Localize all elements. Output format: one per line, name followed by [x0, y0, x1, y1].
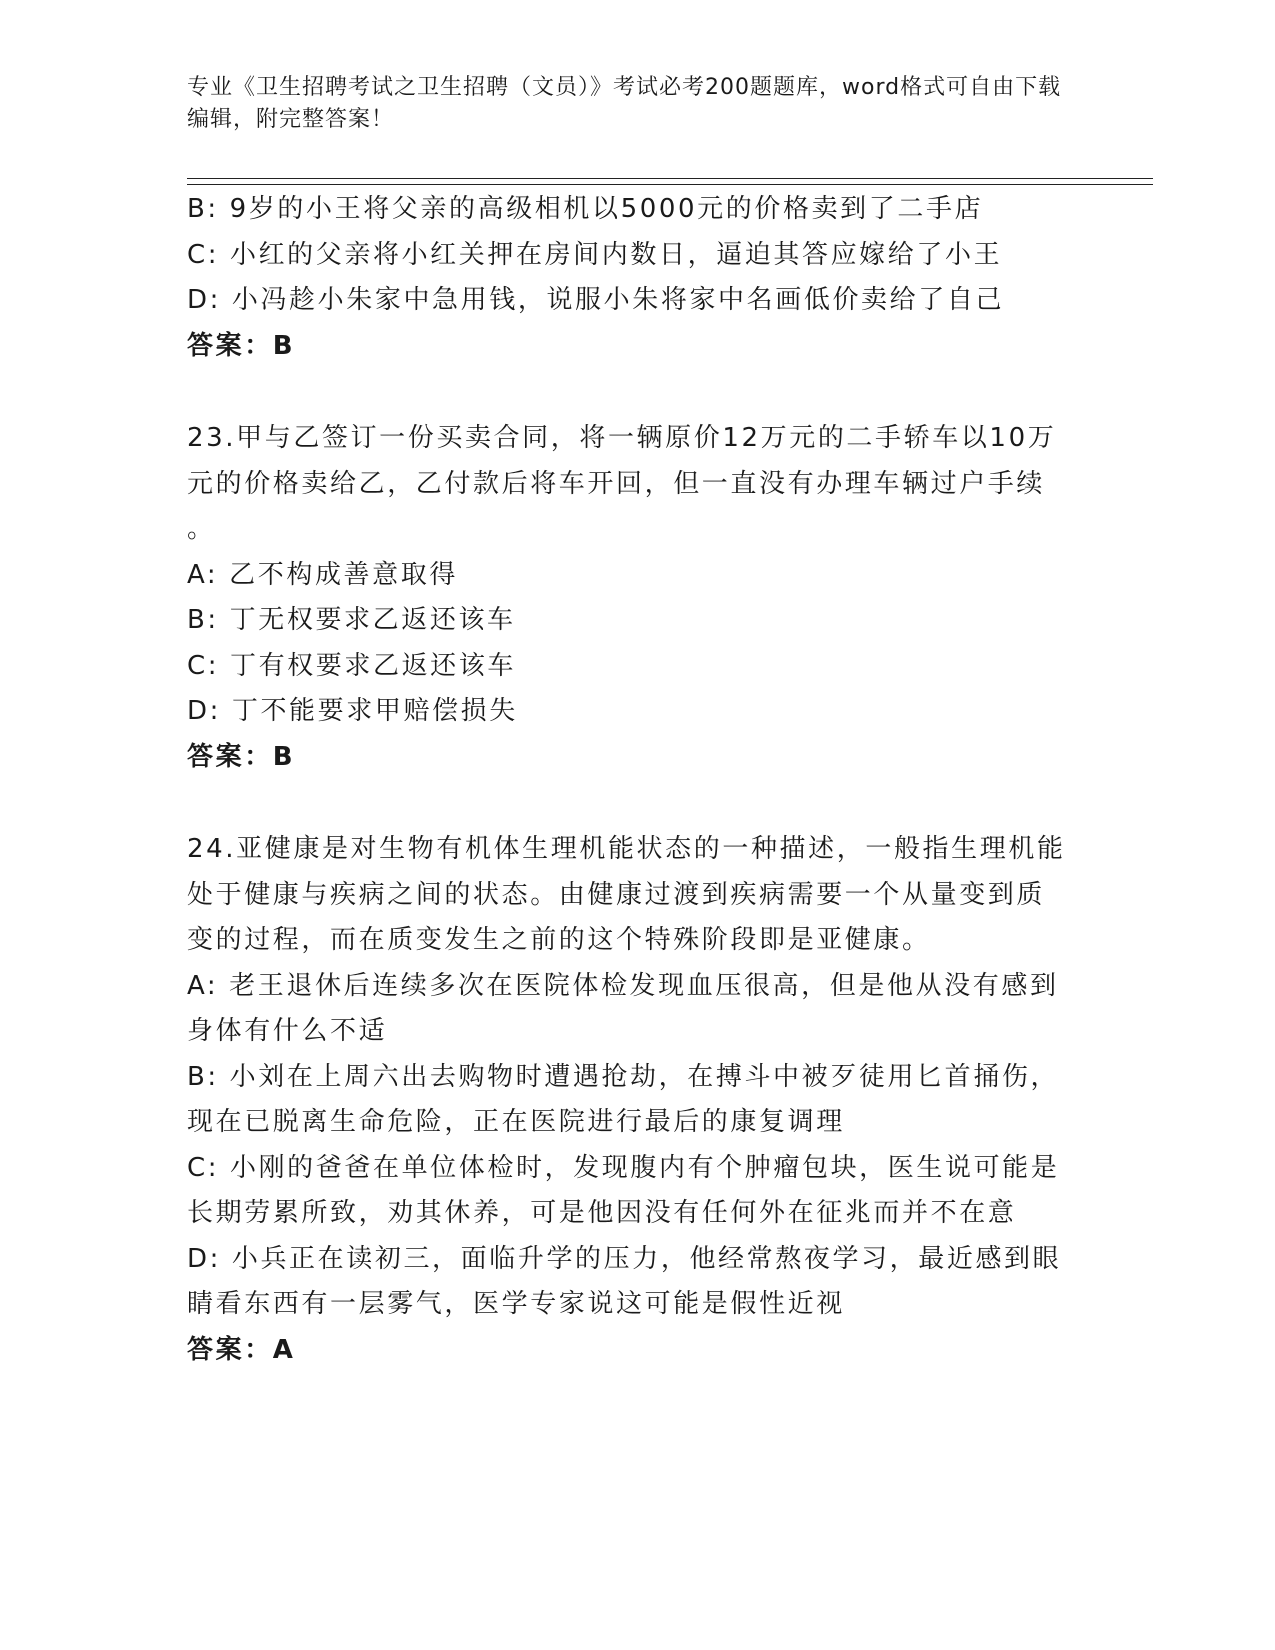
answer: 答案：B — [187, 741, 296, 772]
question-stem-line: 。 — [187, 514, 216, 544]
option-d: D: 小冯趁小朱家中急用钱，说服小朱将家中名画低价卖给了自己 — [187, 285, 1005, 315]
answer: 答案：A — [187, 1334, 296, 1365]
option-b-line: 现在已脱离生命危险，正在医院进行最后的康复调理 — [187, 1107, 845, 1137]
answer: 答案：B — [187, 330, 296, 361]
document-body — [187, 187, 1072, 1373]
option-c-line: 长期劳累所致，劝其休养，可是他因没有任何外在征兆而并不在意 — [187, 1198, 1017, 1228]
question-stem-line: 变的过程，而在质变发生之前的这个特殊阶段即是亚健康。 — [187, 925, 931, 955]
option-d-line: D: 小兵正在读初三，面临升学的压力，他经常熬夜学习，最近感到眼 — [187, 1243, 1062, 1274]
question-stem-line: 24.亚健康是对生物有机体生理机能状态的一种描述，一般指生理机能 — [187, 834, 1066, 864]
option-b: B: 丁无权要求乙返还该车 — [187, 605, 516, 635]
question-22-tail — [187, 187, 1072, 369]
option-d: D: 丁不能要求甲赔偿损失 — [187, 696, 518, 726]
header-rule-bottom — [187, 184, 1153, 185]
question-23 — [187, 416, 1072, 780]
document-header — [187, 72, 1067, 136]
option-c: C: 小红的父亲将小红关押在房间内数日，逼迫其答应嫁给了小王 — [187, 239, 1003, 270]
option-c: C: 丁有权要求乙返还该车 — [187, 650, 516, 681]
option-c-line: C: 小刚的爸爸在单位体检时，发现腹内有个肿瘤包块，医生说可能是 — [187, 1152, 1060, 1183]
header-text: 专业《卫生招聘考试之卫生招聘（文员）》考试必考200题题库，word格式可自由下载编辑，附完整答案！ — [187, 75, 1062, 132]
header-rule-top — [187, 178, 1153, 179]
option-d-line: 睛看东西有一层雾气，医学专家说这可能是假性近视 — [187, 1289, 845, 1319]
option-a: A: 乙不构成善意取得 — [187, 559, 458, 590]
question-24 — [187, 827, 1072, 1373]
question-stem-line: 23.甲与乙签订一份买卖合同，将一辆原价12万元的二手轿车以10万 — [187, 423, 1057, 453]
option-b-line: B: 小刘在上周六出去购物时遭遇抢劫，在搏斗中被歹徒用匕首捅伤， — [187, 1061, 1060, 1092]
question-stem-line: 处于健康与疾病之间的状态。由健康过渡到疾病需要一个从量变到质 — [187, 879, 1046, 910]
question-stem-line: 元的价格卖给乙，乙付款后将车开回，但一直没有办理车辆过户手续 — [187, 468, 1046, 499]
option-b: B: 9岁的小王将父亲的高级相机以5000元的价格卖到了二手店 — [187, 194, 984, 224]
option-a-line: A: 老王退休后连续多次在医院体检发现血压很高，但是他从没有感到 — [187, 970, 1059, 1001]
option-a-line: 身体有什么不适 — [187, 1016, 388, 1046]
